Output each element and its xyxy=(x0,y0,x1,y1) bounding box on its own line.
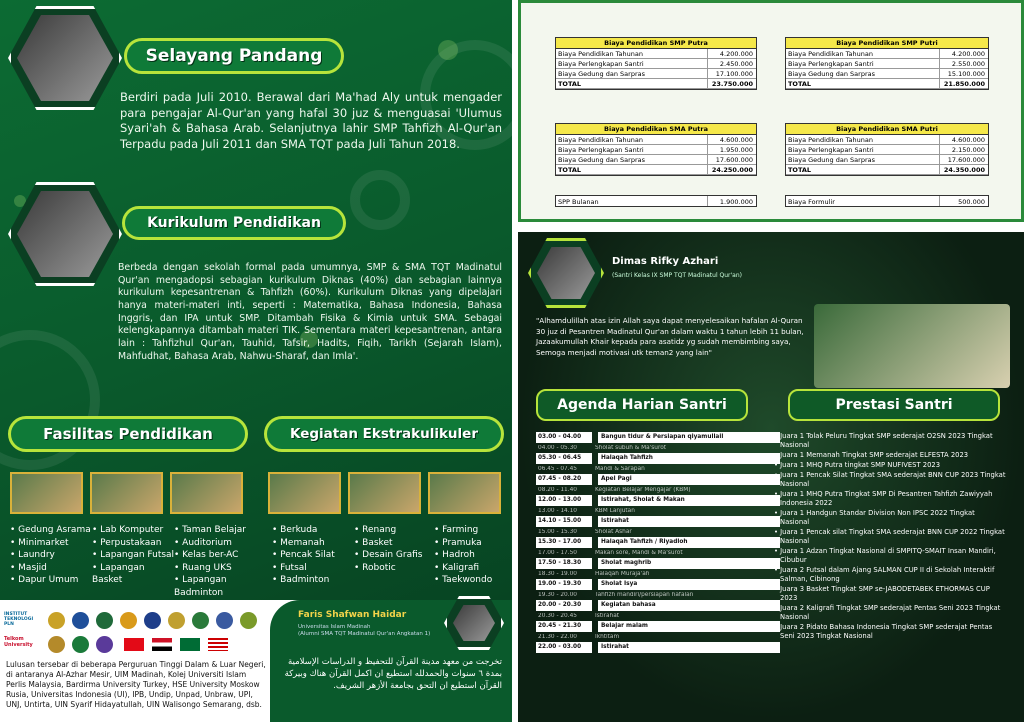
schedule-activity: Tahfizh mandiri/persiapan hafalan xyxy=(595,591,694,598)
schedule-time: 17.00 - 17.50 xyxy=(538,549,577,556)
table-cell: Biaya Perlengkapan Santri xyxy=(786,145,940,154)
schedule-time: 20.45 - 21.30 xyxy=(536,621,592,632)
total-label: TOTAL xyxy=(556,79,708,88)
list-item: • Renang xyxy=(354,524,434,537)
table-title: Biaya Pendidikan SMP Putri xyxy=(786,38,988,49)
testimonial-name: Dimas Rifky Azhari xyxy=(612,256,719,267)
testimonial-quote: "Alhamdulillah atas izin Allah saya dapat menyelesaikan hafalan Al-Quran 30 juz di Pesantren Madinatul Qur'an dalam waktu 1 tahun lebih 11 bulan, Jazaakumullah Khair kepada para asatidz yg sudah membimbing saya, Semoga menjadi motivasi utk teman2 yang lain" xyxy=(536,316,804,357)
list-item: • Taman Belajar xyxy=(174,524,269,537)
schedule-row xyxy=(536,590,780,601)
achievement-item: • Juara 1 Tolak Peluru Tingkat SMP sederajat O2SN 2023 Tingkat Nasional xyxy=(774,432,1006,450)
university-logo xyxy=(120,612,137,629)
schedule-time: 08.20 - 11.40 xyxy=(538,486,577,493)
list-item: • Farming xyxy=(434,524,510,537)
total-label: TOTAL xyxy=(556,165,708,174)
schedule-row xyxy=(536,453,780,464)
achievement-item: • Juara 3 Basket Tingkat SMP se-JABODETABEK ETHORMAS CUP 2023 xyxy=(774,585,1006,603)
fee-section xyxy=(518,0,1024,222)
schedule-row xyxy=(536,611,780,622)
achievement-item: • Juara 2 Futsal dalam Ajang SALMAN CUP II di Sekolah Interaktif Salman, Cibinong xyxy=(774,566,1006,584)
schedule-time: 20.30 - 20.45 xyxy=(538,612,577,619)
schedule-activity: Bangun tidur & Persiapan qiyamullail xyxy=(598,432,780,443)
schedule-time: 15.00 - 15.30 xyxy=(538,528,577,535)
list-item: • Badminton xyxy=(272,574,352,587)
malaysia-flag-icon xyxy=(208,638,228,651)
schedule-activity: Sholat Isya xyxy=(598,579,780,590)
achievement-list xyxy=(774,432,1006,642)
table-cell: 2.450.000 xyxy=(719,60,753,68)
university-logo xyxy=(72,612,89,629)
schedule-row xyxy=(536,632,780,643)
list-item: • Memanah xyxy=(272,537,352,550)
achievement-item: • Juara 1 Pencak silat Tingkat SMA sederajat BNN CUP 2022 Tingkat Nasional xyxy=(774,528,1006,546)
table-cell: Biaya Gedung dan Sarpras xyxy=(556,69,708,78)
university-logo xyxy=(192,612,209,629)
schedule-row xyxy=(536,558,780,569)
schedule-time: 17.50 - 18.30 xyxy=(536,558,592,569)
table-title: Biaya Pendidikan SMA Putri xyxy=(786,124,988,135)
activity-photo xyxy=(428,472,501,514)
table-cell: Biaya Pendidikan Tahunan xyxy=(556,49,708,58)
schedule-row xyxy=(536,485,780,496)
achievement-item: • Juara 1 Memanah Tingkat SMP sederajat ELFESTA 2023 xyxy=(774,451,1006,460)
list-item: • Basket xyxy=(354,537,434,550)
table-cell: Biaya Perlengkapan Santri xyxy=(556,145,708,154)
schedule-time: 15.30 - 17.00 xyxy=(536,537,592,548)
schedule-time: 03.00 - 04.00 xyxy=(536,432,592,443)
schedule-time: 05.30 - 06.45 xyxy=(536,453,592,464)
table-cell: 17.600.000 xyxy=(715,156,753,164)
schedule-activity: Sholat maghrib xyxy=(598,558,780,569)
university-logo xyxy=(216,612,233,629)
schedule-activity: Ikhtitam xyxy=(595,633,620,640)
schedule-activity: Belajar malam xyxy=(598,621,780,632)
schedule-time: 13.00 - 14.10 xyxy=(538,507,577,514)
prestasi-title: Prestasi Santri xyxy=(788,389,1000,421)
schedule-row xyxy=(536,537,780,548)
list-item: • Perpustakaan xyxy=(92,537,177,550)
schedule-activity: Kegiatan Belajar Mengajar (KBM) xyxy=(595,486,691,493)
university-logo xyxy=(48,636,65,653)
facilities-title: Fasilitas Pendidikan xyxy=(8,416,248,452)
table-cell: Biaya Gedung dan Sarpras xyxy=(556,155,708,164)
fee-table-smp-putra xyxy=(555,37,757,90)
testimonial-photo xyxy=(528,238,604,308)
table-cell: Biaya Perlengkapan Santri xyxy=(786,59,940,68)
list-item: • Lapangan Futsal xyxy=(92,549,177,562)
curriculum-text: Berbeda dengan sekolah formal pada umumnya, SMP & SMA TQT Madinatul Qur'an mengadopsi sebagian kurikulum Diknas (40%) dan sebagian lainnya kurikulum kepesantrenan & Tahfizh (60%). Kurikulum Diknas yang dipelajari hanya materi-materi inti, seperti : Matematika, Bahasa Indonesia, Bahasa Inggris, dan IPA untuk SMP. Ditambah Fisika & Kimia untuk SMA. Sebagai kelengkapannya ditambah materi TIK. Sementara materi kepesantrenan, antara lain : Tahfizhul Qur'an, Tauhid, Tafsir, Hadits, Fiqih, Tarikh (Sejarah Islam), Mahfudhat, Bahasa Arab, Nahwu-Sharaf, dan Imla'. xyxy=(118,262,502,362)
alumni-panel xyxy=(270,600,512,722)
schedule-row xyxy=(536,443,780,454)
table-cell: Biaya Pendidikan Tahunan xyxy=(786,135,940,144)
achievement-item: • Juara 1 Pencak Silat Tingkat SMA sederajat BNN CUP 2023 Tingkat Nasional xyxy=(774,471,1006,489)
schedule-time: 19.00 - 19.30 xyxy=(536,579,592,590)
schedule-row xyxy=(536,474,780,485)
spp-label: SPP Bulanan xyxy=(556,196,708,206)
table-cell: 4.200.000 xyxy=(719,50,753,58)
table-cell: 1.950.000 xyxy=(719,146,753,154)
table-cell: 15.100.000 xyxy=(947,70,985,78)
alumni-photo xyxy=(444,596,504,650)
extracurricular-list-1 xyxy=(272,524,352,587)
extracurricular-list-2 xyxy=(354,524,434,574)
table-cell: 4.200.000 xyxy=(951,50,985,58)
schedule-activity: Istirahat xyxy=(598,642,780,653)
achievement-item: • Juara 1 Handgun Standar Division Non IPSC 2022 Tingkat Nasional xyxy=(774,509,1006,527)
table-cell: Biaya Gedung dan Sarpras xyxy=(786,69,940,78)
facility-list-1 xyxy=(10,524,95,587)
table-cell: Biaya Pendidikan Tahunan xyxy=(786,49,940,58)
schedule-activity: Sholat subuh & Ma'surot xyxy=(595,444,667,451)
table-cell: 4.600.000 xyxy=(951,136,985,144)
schedule-time: 18.30 - 19.00 xyxy=(538,570,577,577)
about-title: Selayang Pandang xyxy=(124,38,344,74)
facility-photo xyxy=(90,472,163,514)
alumni-name: Faris Shafwan Haidar xyxy=(298,610,407,620)
university-logo xyxy=(240,612,257,629)
achievement-item: • Juara 2 Kaligrafi Tingkat SMP sederajat Pentas Seni 2023 Tingkat Nasional xyxy=(774,604,1006,622)
egypt-flag-icon xyxy=(152,638,172,651)
table-cell: 2.550.000 xyxy=(951,60,985,68)
activity-photo xyxy=(348,472,421,514)
facility-list-3 xyxy=(174,524,269,599)
schedule-row xyxy=(536,600,780,611)
list-item: • Lab Komputer xyxy=(92,524,177,537)
fee-table-sma-putra xyxy=(555,123,757,176)
saudi-flag-icon xyxy=(180,638,200,651)
list-item: • Masjid xyxy=(10,562,95,575)
schedule-activity: Apel Pagi xyxy=(598,474,780,485)
schedule-time: 14.10 - 15.00 xyxy=(536,516,592,527)
total-value: 23.750.000 xyxy=(711,80,753,88)
university-logo xyxy=(96,636,113,653)
extracurricular-list-3 xyxy=(434,524,510,587)
schedule-time: 07.45 - 08.20 xyxy=(536,474,592,485)
achievement-item: • Juara 1 MHQ Putra tingkat SMP NUFIVEST 2023 xyxy=(774,461,1006,470)
spp-row xyxy=(555,195,757,207)
total-value: 21.850.000 xyxy=(943,80,985,88)
schedule-row xyxy=(536,642,780,653)
list-item: • Desain Grafis xyxy=(354,549,434,562)
spp-value: 1.900.000 xyxy=(719,198,753,206)
list-item: • Gedung Asrama xyxy=(10,524,95,537)
decor-circle xyxy=(350,170,410,230)
schedule-row xyxy=(536,516,780,527)
facility-list-2 xyxy=(92,524,177,587)
facility-photo xyxy=(170,472,243,514)
list-item: • Ruang UKS xyxy=(174,562,269,575)
schedule-time: 12.00 - 13.00 xyxy=(536,495,592,506)
facility-photo xyxy=(10,472,83,514)
list-item: • Auditorium xyxy=(174,537,269,550)
total-label: TOTAL xyxy=(786,165,940,174)
testimonial-role: (Santri Kelas IX SMP TQT Madinatul Qur'an) xyxy=(612,272,742,279)
schedule-row xyxy=(536,464,780,475)
list-item: • Hadroh xyxy=(434,549,510,562)
schedule-activity: Sholat Ashar xyxy=(595,528,632,535)
university-logo xyxy=(168,612,185,629)
schedule-row xyxy=(536,621,780,632)
formulir-value: 500.000 xyxy=(958,198,985,206)
table-cell: Biaya Pendidikan Tahunan xyxy=(556,135,708,144)
schedule-row xyxy=(536,569,780,580)
table-cell: 4.600.000 xyxy=(719,136,753,144)
total-value: 24.350.000 xyxy=(943,166,985,174)
schedule-time: 20.00 - 20.30 xyxy=(536,600,592,611)
schedule-time: 06.45 - 07.45 xyxy=(538,465,577,472)
schedule-activity: Istirahat, Sholat & Makan xyxy=(598,495,780,506)
achievement-photo xyxy=(814,304,1010,388)
activity-photo xyxy=(268,472,341,514)
table-cell: Biaya Gedung dan Sarpras xyxy=(786,155,940,164)
list-item: • Taekwondo xyxy=(434,574,510,587)
schedule-time: 21.30 - 22.00 xyxy=(538,633,577,640)
list-item: • Berkuda xyxy=(272,524,352,537)
achievement-item: • Juara 2 Pidato Bahasa Indonesia Tingkat SMP sederajat Pentas Seni 2023 Tingkat Nasional xyxy=(774,623,1006,641)
schedule-time: 04.00 - 05.30 xyxy=(538,444,577,451)
list-item: • Minimarket xyxy=(10,537,95,550)
fee-table-smp-putri xyxy=(785,37,989,90)
agenda-title: Agenda Harian Santri xyxy=(536,389,748,421)
alumni-quote: تخرجت من معهد مدينة القرآن للتحفيظ و الدراسات الإسلامية بمدة ٦ سنوات والحمدلله استطيع ان اكمل القرآن هناك وبيركة القرآن استطيع ان التحق بجامعة الأزهر الشريف. xyxy=(284,657,502,691)
fee-table-sma-putri xyxy=(785,123,989,176)
schedule-activity: Halaqah Tahfizh xyxy=(598,453,780,464)
right-page xyxy=(518,0,1024,722)
list-item: • Kelas ber-AC xyxy=(174,549,269,562)
table-cell: 17.600.000 xyxy=(947,156,985,164)
list-item: • Pencak Silat xyxy=(272,549,352,562)
agenda-section xyxy=(518,232,1024,722)
schedule-activity: Istirahat xyxy=(598,516,780,527)
list-item: • Kaligrafi xyxy=(434,562,510,575)
schedule-row xyxy=(536,506,780,517)
schedule-activity: Kegiatan bahasa xyxy=(598,600,780,611)
schedule-row xyxy=(536,495,780,506)
schedule-activity: Halaqah Muraja'ah xyxy=(595,570,650,577)
itpln-logo: INSTITUT TEKNOLOGI PLN xyxy=(4,612,34,627)
list-item: • Dapur Umum xyxy=(10,574,95,587)
schedule-activity: Mandi & Sarapan xyxy=(595,465,645,472)
table-title: Biaya Pendidikan SMA Putra xyxy=(556,124,756,135)
list-item: • Laundry xyxy=(10,549,95,562)
list-item: • Lapangan Basket xyxy=(92,562,177,587)
list-item: • Lapangan Badminton xyxy=(174,574,269,599)
schedule-activity: KBM Lanjutan xyxy=(595,507,635,514)
university-logo xyxy=(72,636,89,653)
curriculum-title: Kurikulum Pendidikan xyxy=(122,206,346,240)
formulir-row xyxy=(785,195,989,207)
achievement-item: • Juara 1 Adzan Tingkat Nasional di SMPITQ-SMAIT Insan Mandiri, Cibubur xyxy=(774,547,1006,565)
achievement-item: • Juara 1 MHQ Putra Tingkat SMP Di Pesantren Tahfizh Zawiyyah Indonesia 2022 xyxy=(774,490,1006,508)
decor-dot xyxy=(438,40,458,60)
list-item: • Robotic xyxy=(354,562,434,575)
extracurricular-title: Kegiatan Ekstrakulikuler xyxy=(264,416,504,452)
about-text: Berdiri pada Juli 2010. Berawal dari Ma'had Aly untuk mengader para pengajar Al-Qur'an yang hafal 30 juz & menguasai 'Ulumus Syari'ah & Bahasa Arab. Selanjutnya lahir SMP Tahfizh Al-Qur'an Terpadu pada Juli 2011 dan SMA TQT pada Juli Tahun 2018. xyxy=(120,90,502,151)
schedule-time: 22.00 - 03.00 xyxy=(536,642,592,653)
formulir-label: Biaya Formulir xyxy=(786,196,940,206)
list-item: • Futsal xyxy=(272,562,352,575)
leaders-photo xyxy=(8,6,122,110)
total-value: 24.250.000 xyxy=(711,166,753,174)
schedule-row xyxy=(536,527,780,538)
list-item: • Pramuka xyxy=(434,537,510,550)
schedule-row xyxy=(536,579,780,590)
telkom-logo: Telkom University xyxy=(4,636,33,648)
daily-schedule xyxy=(536,432,780,653)
alumni-batch: (Alumni SMA TQT Madinatul Qur'an Angkatan 1) xyxy=(298,631,431,637)
schedule-time: 19.30 - 20.00 xyxy=(538,591,577,598)
turkey-flag-icon xyxy=(124,638,144,651)
total-label: TOTAL xyxy=(786,79,940,88)
table-title: Biaya Pendidikan SMP Putra xyxy=(556,38,756,49)
schedule-activity: Istirahat xyxy=(595,612,620,619)
table-cell: 17.100.000 xyxy=(715,70,753,78)
university-logo xyxy=(48,612,65,629)
graduates-text: Lulusan tersebar di beberapa Perguruan Tinggi Dalam & Luar Negeri, di antaranya Al-Azhar Mesir, UIM Madinah, Kolej Universiti Islam Perlis Malaysia, Bardirma University Turkey, HSE University Moskow Rusia, Universitas Indonesia (UI), IPB, Undip, Unpad, Unbraw, UPI, UNJ, Untirta, UIN Syarif Hidayatullah, UIN Walisongo Semarang, dsb. xyxy=(6,660,266,709)
university-logo xyxy=(144,612,161,629)
schedule-row xyxy=(536,548,780,559)
university-logo xyxy=(96,612,113,629)
table-cell: 2.150.000 xyxy=(951,146,985,154)
table-cell: Biaya Perlengkapan Santri xyxy=(556,59,708,68)
schedule-activity: Halaqah Tahfizh / Riyadloh xyxy=(598,537,780,548)
schedule-row xyxy=(536,432,780,443)
schedule-activity: Makan sore, Mandi & Ma'surot xyxy=(595,549,683,556)
alumni-university: Universitas Islam Madinah xyxy=(298,624,371,630)
